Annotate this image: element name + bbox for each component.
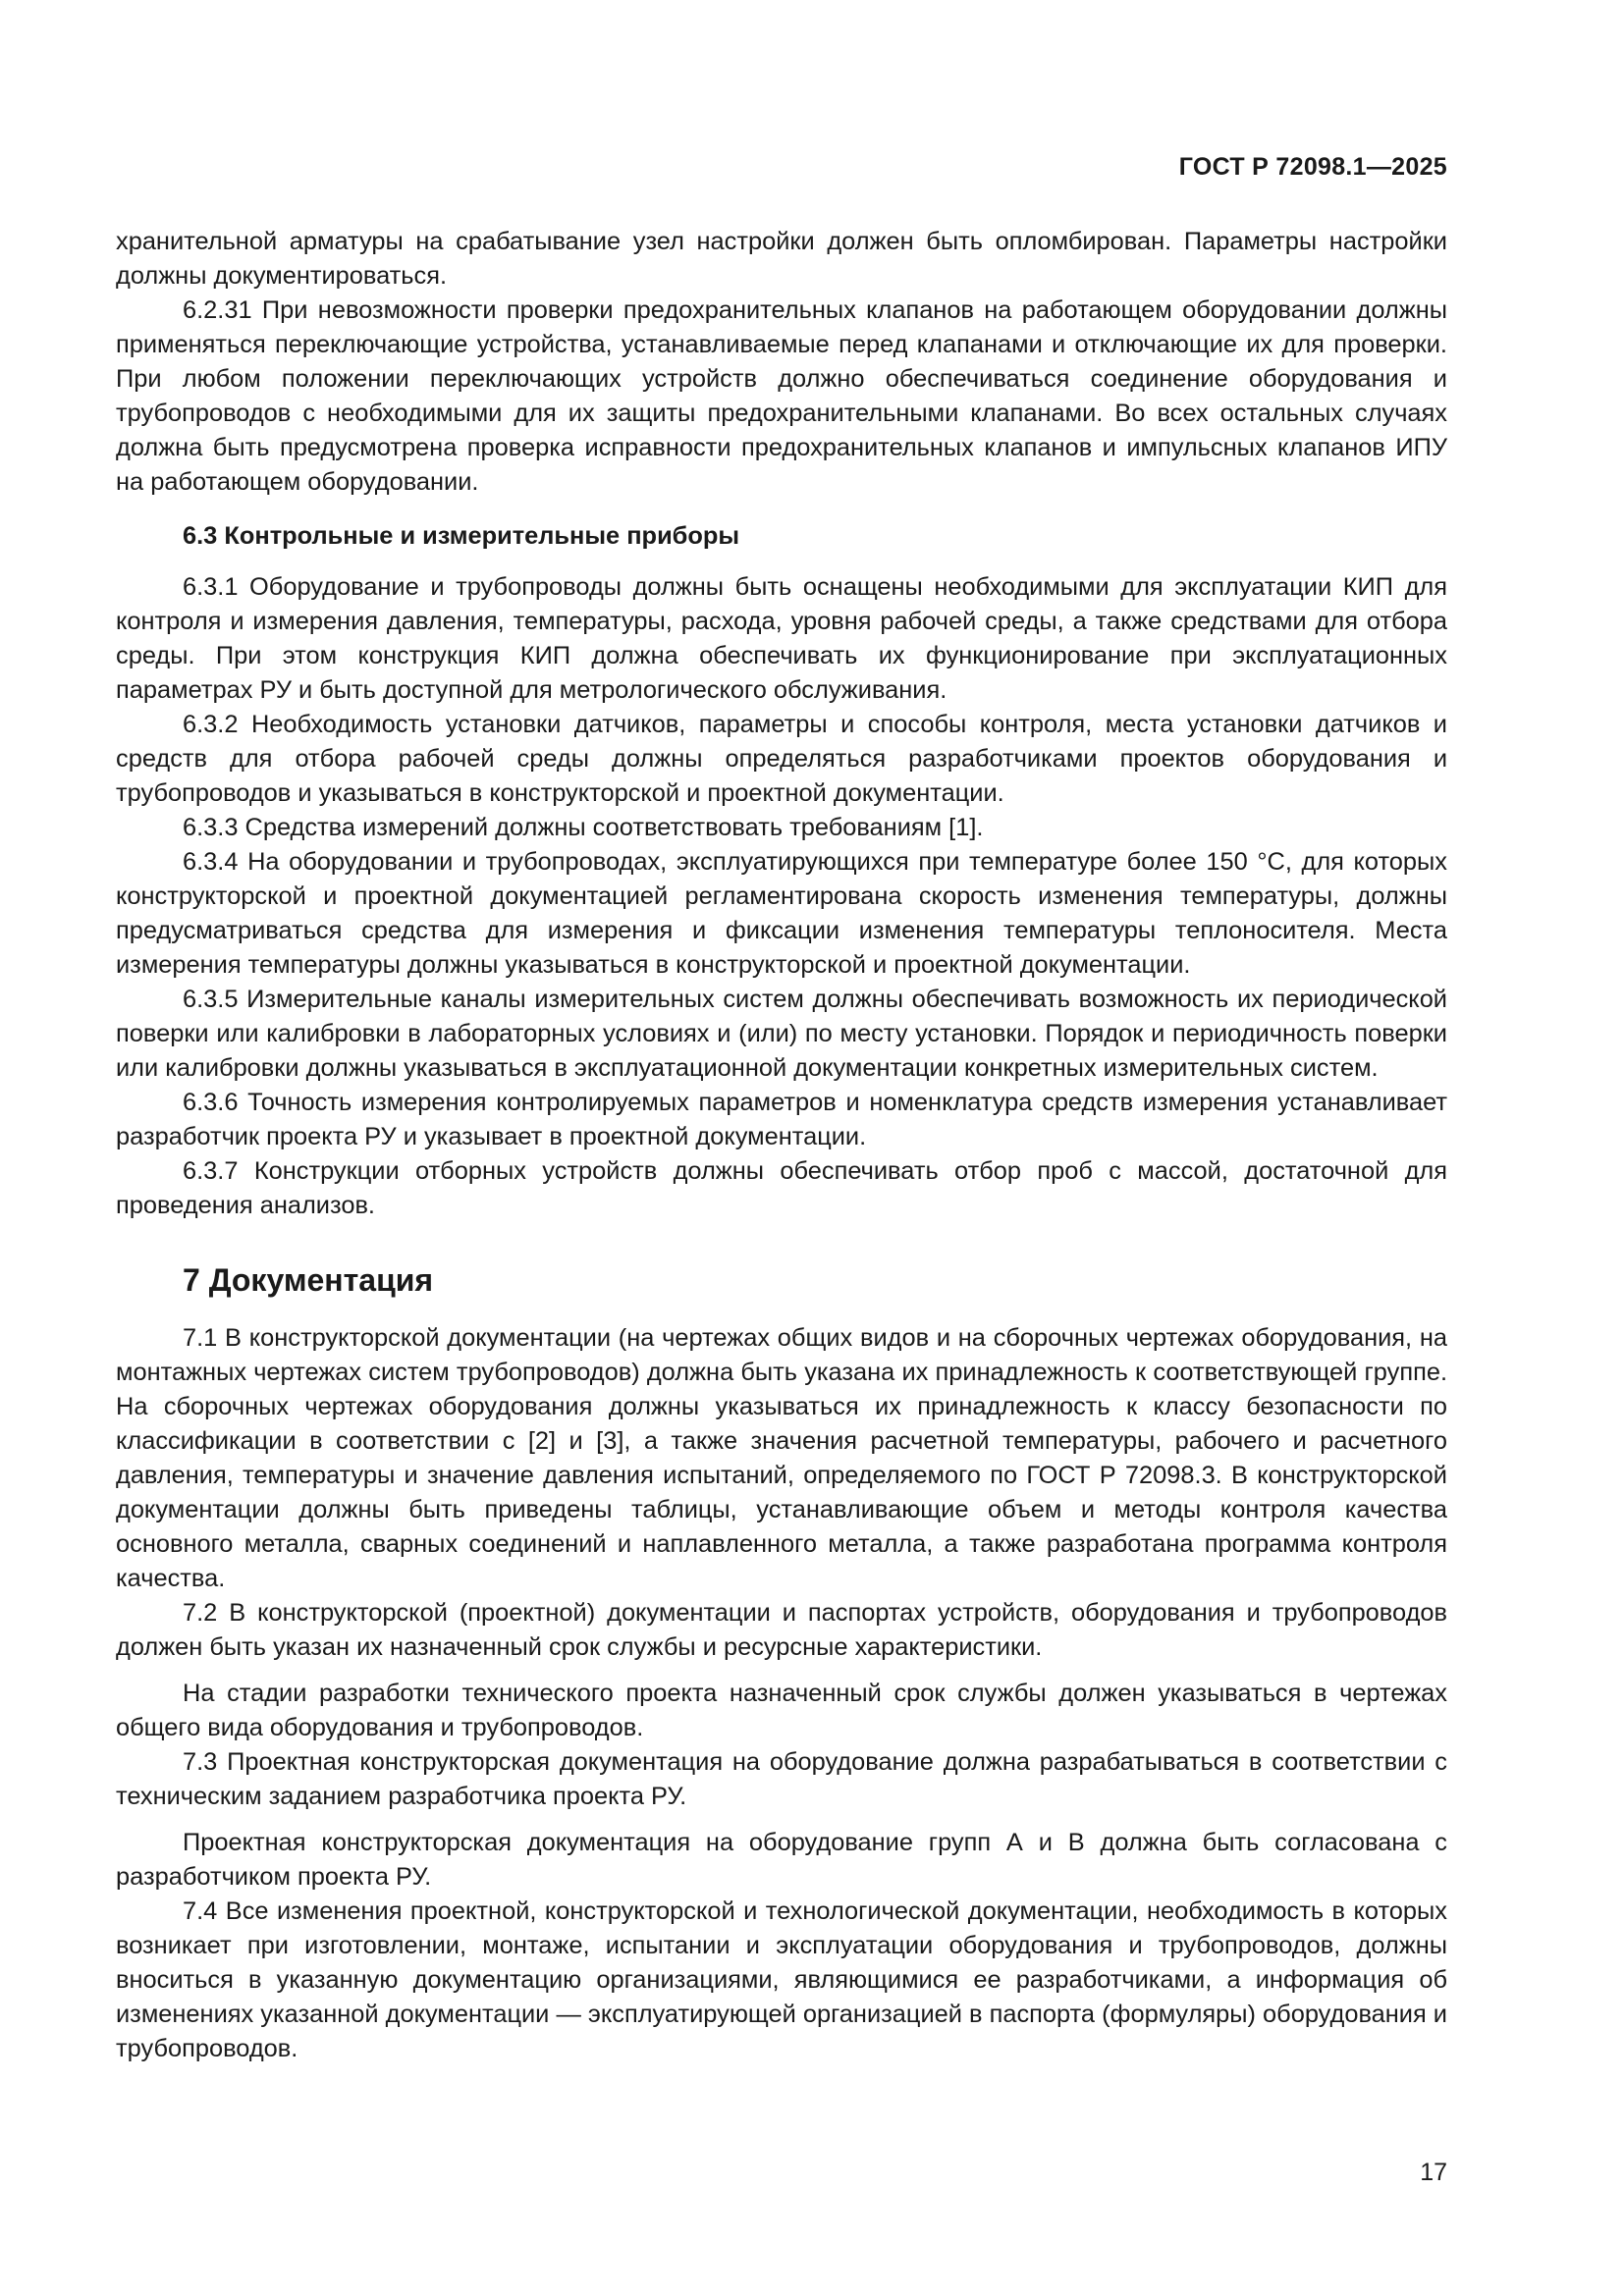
paragraph-7-3: 7.3 Проектная конструкторская документация на оборудование должна разрабатываться в соответствии с техническим заданием разработчика проекта РУ.: [116, 1748, 1447, 1810]
paragraph-6-3-6: 6.3.6 Точность измерения контролируемых параметров и номенклатура средств измерения устанавливает разработчик проекта РУ и указывает в проектной документации.: [116, 1089, 1447, 1150]
section-heading-6-3: 6.3 Контрольные и измерительные приборы: [183, 522, 740, 550]
paragraph-6-3-5: 6.3.5 Измерительные каналы измерительных систем должны обеспечивать возможность их периодической поверки или калибровки в лабораторных условиях и (или) по месту установки. Порядок и периодичность поверки или калибровки должны указываться в эксплуатационной документации конкретных измерительных систем.: [116, 986, 1447, 1082]
paragraph-6-3-3: 6.3.3 Средства измерений должны соответствовать требованиям [1].: [183, 814, 984, 841]
document-page: [116, 0, 1447, 2296]
paragraph-7-2: 7.2 В конструкторской (проектной) документации и паспортах устройств, оборудования и трубопроводов должен быть указан их назначенный срок службы и ресурсные характеристики.: [116, 1599, 1447, 1661]
paragraph-7-1: 7.1 В конструкторской документации (на чертежах общих видов и на сборочных чертежах оборудования, на монтажных чертежах систем трубопроводов) должна быть указана их принадлежность к соответствующей группе. На сборочных чертежах оборудования должны указываться их принадлежность к классу безопасности по классификации в соответствии с [2] и [3], а также значения расчетной температуры, рабочего и расчетного давления, температуры и значение давления испытаний, определяемого по ГОСТ Р 72098.3. В конструкторской документации должны быть приведены таблицы, устанавливающие объем и методы контроля качества основного металла, сварных соединений и наплавленного металла, а также разработана программа контроля качества.: [116, 1324, 1447, 1592]
paragraph-7-2-continued: На стадии разработки технического проекта назначенный срок службы должен указываться в чертежах общего вида оборудования и трубопроводов.: [116, 1680, 1447, 1741]
paragraph-6-3-7: 6.3.7 Конструкции отборных устройств должны обеспечивать отбор проб с массой, достаточной для проведения анализов.: [116, 1157, 1447, 1219]
page-number: 17: [1420, 2159, 1447, 2186]
paragraph-6-3-2: 6.3.2 Необходимость установки датчиков, параметры и способы контроля, места установки датчиков и средств для отбора рабочей среды должны определяться разработчиками проектов оборудования и трубопроводов и указываться в конструкторской и проектной документации.: [116, 711, 1447, 807]
paragraph-6-3-1: 6.3.1 Оборудование и трубопроводы должны быть оснащены необходимыми для эксплуатации КИП для контроля и измерения давления, температуры, расхода, уровня рабочей среды, а также средствами для отбора среды. При этом конструкция КИП должна обеспечивать их функционирование при эксплуатационных параметрах РУ и быть доступной для метрологического обслуживания.: [116, 573, 1447, 704]
paragraph-6-2-31: 6.2.31 При невозможности проверки предохранительных клапанов на работающем оборудовании должны применяться переключающие устройства, устанавливаемые перед клапанами и отключающие их для проверки. При любом положении переключающих устройств должно обеспечиваться соединение оборудования и трубопроводов с необходимыми для их защиты предохранительными клапанами. Во всех остальных случаях должна быть предусмотрена проверка исправности предохранительных клапанов и импульсных клапанов ИПУ на работающем оборудовании.: [116, 296, 1447, 496]
paragraph-continuation: хранительной арматуры на срабатывание узел настройки должен быть опломбирован. Параметры настройки должны документироваться.: [116, 228, 1447, 290]
section-heading-7: 7 Документация: [183, 1262, 434, 1298]
paragraph-7-3-continued: Проектная конструкторская документация на оборудование групп А и В должна быть согласована с разработчиком проекта РУ.: [116, 1829, 1447, 1891]
document-id-header: ГОСТ Р 72098.1—2025: [1178, 153, 1447, 181]
paragraph-7-4: 7.4 Все изменения проектной, конструкторской и технологической документации, необходимость в которых возникает при изготовлении, монтаже, испытании и эксплуатации оборудования и трубопроводов, должны вноситься в указанную документацию организациями, являющимися ее разработчиками, а информация об изменениях указанной документации — эксплуатирующей организацией в паспорта (формуляры) оборудования и трубопроводов.: [116, 1897, 1447, 2062]
paragraph-6-3-4: 6.3.4 На оборудовании и трубопроводах, эксплуатирующихся при температуре более 150 °С, для которых конструкторской и проектной документацией регламентирована скорость изменения температуры, должны предусматриваться средства для измерения и фиксации изменения температуры теплоносителя. Места измерения температуры должны указываться в конструкторской и проектной документации.: [116, 848, 1447, 979]
document-body: [116, 225, 1447, 2066]
